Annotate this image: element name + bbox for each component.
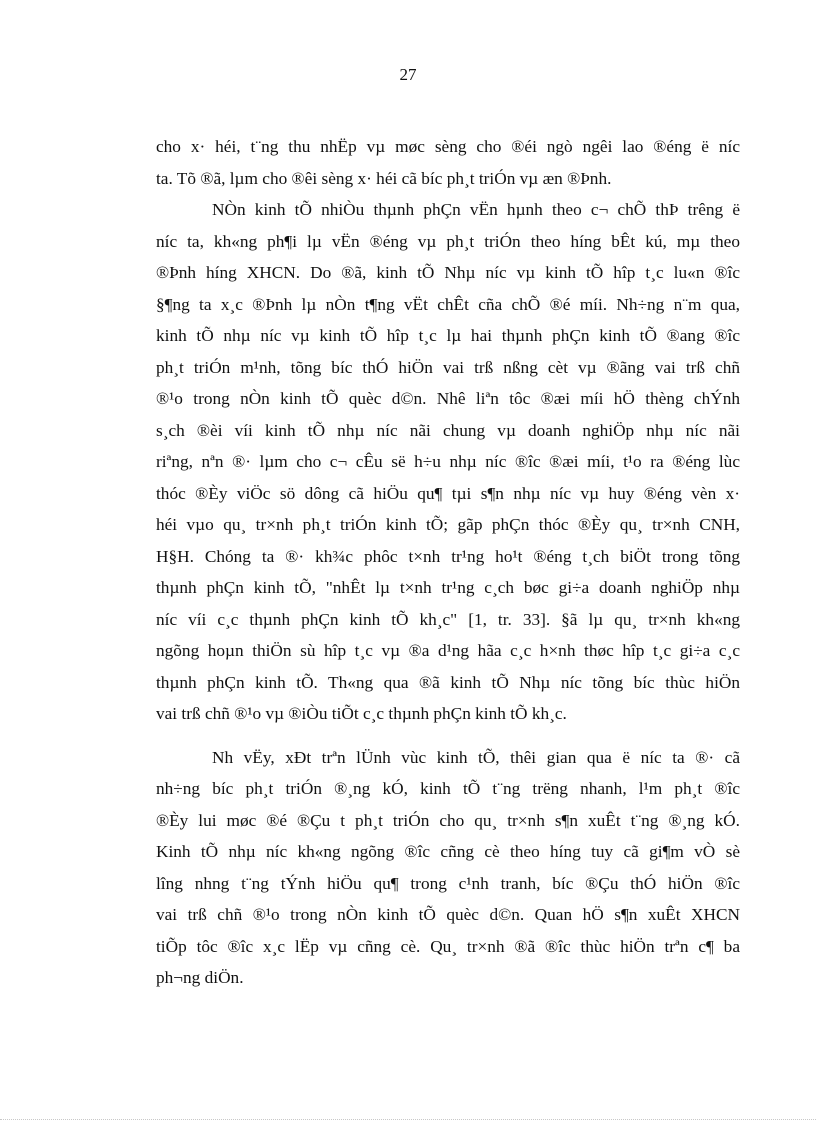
text-line: thµnh phÇn kinh tÕ, "nhÊt lµ t×nh tr¹ng c¸ch bøc gi÷a doanh nghiÖp nhµ [156,578,740,597]
text-line: níc víi c¸c thµnh phÇn kinh tÕ kh¸c" [1, tr. 33]. §ã lµ qu¸ tr×nh kh«ng [156,609,740,629]
text-line: thµnh phÇn kinh tÕ. Th«ng qua ®ã kinh tÕ Nhµ níc tõng bíc thùc hiÖn [156,672,740,692]
text-line: ®¹o trong nÒn kinh tÕ quèc d©n. Nhê liªn tôc ®æi míi hÖ thèng chÝnh [156,389,740,408]
text-line: ®Èy lui møc ®é ®Çu t ph¸t triÓn cho qu¸ tr×nh s¶n xuÊt t¨ng ®¸ng kÓ. [156,810,740,830]
text-line: kinh tÕ nhµ níc vµ kinh tÕ hîp t¸c lµ hai thµnh phÇn kinh tÕ ®ang ®îc [156,326,740,345]
text-line: ®Þnh híng XHCN. Do ®ã, kinh tÕ Nhµ níc vµ kinh tÕ hîp t¸c lu«n ®îc [156,263,740,282]
text-line: riªng, nªn ®· lµm cho c¬ cÊu së h÷u nhµ níc ®îc ®æi míi, t¹o ra ®éng lùc [156,452,740,471]
page-bottom-divider [0,1119,816,1120]
paragraph [156,131,740,194]
paragraph [156,194,740,730]
text-line: ph¸t triÓn m¹nh, tõng bíc thÓ hiÖn vai trß nßng cèt vµ ®ãng vai trß chñ [156,357,740,377]
text-line: lîng nhng t¨ng tÝnh hiÖu qu¶ trong c¹nh tranh, bíc ®Çu thÓ hiÖn ®îc [156,873,740,893]
text-line: ta. Tõ ®ã, lµm cho ®êi sèng x· héi cã bíc ph¸t triÓn vµ æn ®Þnh. [156,168,612,188]
text-line: ph¬ng diÖn. [156,968,244,987]
text-line: s¸ch ®èi víi kinh tÕ nhµ níc nãi chung vµ doanh nghiÖp nhµ níc nãi [156,420,740,440]
text-line: §¶ng ta x¸c ®Þnh lµ nÒn t¶ng vËt chÊt cña chÕ ®é míi. Nh÷ng n¨m qua, [156,294,740,314]
text-line: thóc ®Èy viÖc sö dông cã hiÖu qu¶ tµi s¶n nhµ níc vµ huy ®éng vèn x· [156,483,740,503]
text-line: H§H. Chóng ta ®· kh¾c phôc t×nh tr¹ng ho¹t ®éng t¸ch biÖt trong tõng [156,546,740,566]
text-line: vai trß chñ ®¹o vµ ®iÒu tiÕt c¸c thµnh phÇn kinh tÕ kh¸c. [156,704,567,723]
text-line: níc ta, kh«ng ph¶i lµ vËn ®éng vµ ph¸t triÓn theo híng bÊt kú, mµ theo [156,231,740,251]
text-line: Kinh tÕ nhµ níc kh«ng ngõng ®îc cñng cè theo híng tuy cã gi¶m vÒ sè [156,842,740,861]
text-line: NÒn kinh tÕ nhiÒu thµnh phÇn vËn hµnh theo c¬ chÕ thÞ trêng ë [212,200,740,219]
text-line: tiÕp tôc ®îc x¸c lËp vµ cñng cè. Qu¸ tr×nh ®ã ®îc thùc hiÖn trªn c¶ ba [156,936,740,956]
body-text [156,131,740,994]
text-line: Nh vËy, xÐt trªn lÜnh vùc kinh tÕ, thêi gian qua ë níc ta ®· cã [212,747,740,767]
text-line: vai trß chñ ®¹o trong nÒn kinh tÕ quèc d©n. Quan hÖ s¶n xuÊt XHCN [156,905,740,924]
text-line: ngõng hoµn thiÖn sù hîp t¸c vµ ®a d¹ng hãa c¸c h×nh thøc hîp t¸c gi÷a c¸c [156,641,740,660]
paragraph [156,742,740,994]
text-line: cho x· héi, t¨ng thu nhËp vµ møc sèng cho ®éi ngò ngêi lao ®éng ë níc [156,137,740,156]
page-number: 27 [399,65,417,84]
text-line: héi vµo qu¸ tr×nh ph¸t triÓn kinh tÕ; gãp phÇn thóc ®Èy qu¸ tr×nh CNH, [156,515,740,534]
text-line: nh÷ng bíc ph¸t triÓn ®¸ng kÓ, kinh tÕ t¨ng trëng nhanh, l¹m ph¸t ®îc [156,779,740,798]
